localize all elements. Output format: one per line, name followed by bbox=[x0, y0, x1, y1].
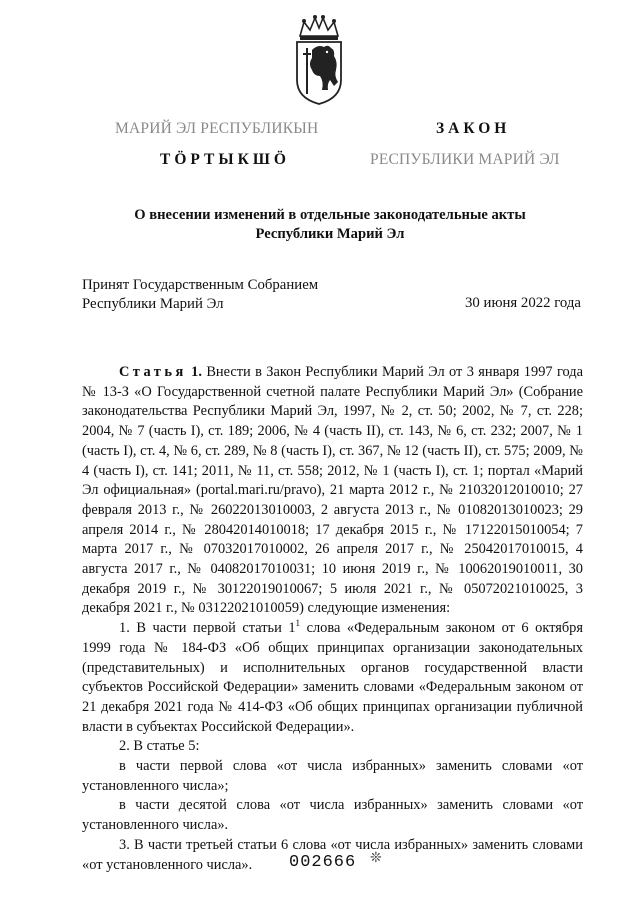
article-item-3: 3. В части третьей статьи 6 слова «от числа избранных» заменить словами «от установленного числа». bbox=[82, 836, 583, 873]
article-item-2b: в части десятой слова «от числа избранных» заменить словами «от установленного числа». bbox=[82, 797, 583, 834]
coat-of-arms-bear-icon bbox=[294, 14, 344, 106]
article-intro: Внести в Закон Республики Марий Эл от 3 января 1997 года № 13-З «О Государственной счетной палате Республики Марий Эл» (Собрание законодательства Республики Марий Эл, 1997, № 2, ст. 50; 2002, № 7, ст. 228; 2004, № 7 (часть I), ст. 189; 2006, № 4 (часть II), ст. 143, № 6, ст. 232; 2007, № 1 (часть I), ст. 4, № 6, ст. 289, № 8 (часть I), ст. 367, № 12 (часть II), ст. 575; 2009, № 4 (часть I), ст. 141; 2011, № 11, ст. 558; 2012, № 1 (часть I), ст. 1; портал «Марий Эл официальная» (portal.mari.ru/pravo), 21 марта 2012 г., № 21032012010010; 27 февраля 2013 г., № 26022013010003, 2 августа 2013 г., № 01082013010023; 29 апреля 2014 г., № 28042014010018; 17 декабря 2015 г., № 17122015010054; 7 марта 2017 г., № 07032017010002, 26 апреля 2017 г., № 25042017010015, 4 августа 2017 г., № 04082017010031; 10 июня 2019 г., № 10062019010011, 30 декабря 2019 г., № 30122019010067; 5 июля 2021 г., № 05072021010025, 3 декабря 2021 г., № 03122021010059) следующие изменения: bbox=[82, 364, 583, 617]
article-body bbox=[82, 363, 583, 875]
article-number: 1. bbox=[191, 364, 202, 380]
item1-post: слова «Федеральным законом от 6 октября 1999 года № 184-ФЗ «Об общих принципах организации законодательных (представительных) и исполнительных органов государственной власти субъектов Российской Федерации» заменить словами «Федеральным законом от 21 декабря 2021 года № 414-ФЗ «Об общих принципах организации публичной власти в субъектах Российской Федерации». bbox=[82, 620, 583, 735]
footer-mark: ❊ bbox=[370, 851, 382, 866]
article-item-1 bbox=[82, 619, 583, 737]
adoption-line2: Республики Марий Эл bbox=[82, 296, 224, 312]
law-title bbox=[80, 206, 580, 244]
adoption-line1: Принят Государственным Собранием bbox=[82, 277, 319, 293]
header-right-line1: ЗАКОН bbox=[436, 120, 511, 137]
article-item-2a: в части первой слова «от числа избранных» заменить словами «от установленного числа»; bbox=[82, 758, 583, 794]
header-right-line2: РЕСПУБЛИКИ МАРИЙ ЭЛ bbox=[370, 151, 560, 168]
header-left-line2: ТӦРТЫКШӦ bbox=[160, 151, 290, 168]
article-label: Статья bbox=[119, 364, 187, 380]
serial-number: 002666 bbox=[289, 853, 357, 872]
article-item-2: 2. В статье 5: bbox=[119, 738, 200, 755]
adoption-date: 30 июня 2022 года bbox=[465, 295, 581, 311]
article-intro-paragraph bbox=[82, 363, 583, 619]
law-title-line1: О внесении изменений в отдельные законодательные акты bbox=[134, 207, 526, 223]
item1-sup: 1 bbox=[295, 618, 301, 629]
header-left-line1: МАРИЙ ЭЛ РЕСПУБЛИКЫН bbox=[115, 120, 319, 137]
item1-pre: 1. В части первой статьи 1 bbox=[119, 620, 296, 637]
law-title-line2: Республики Марий Эл bbox=[255, 226, 405, 242]
